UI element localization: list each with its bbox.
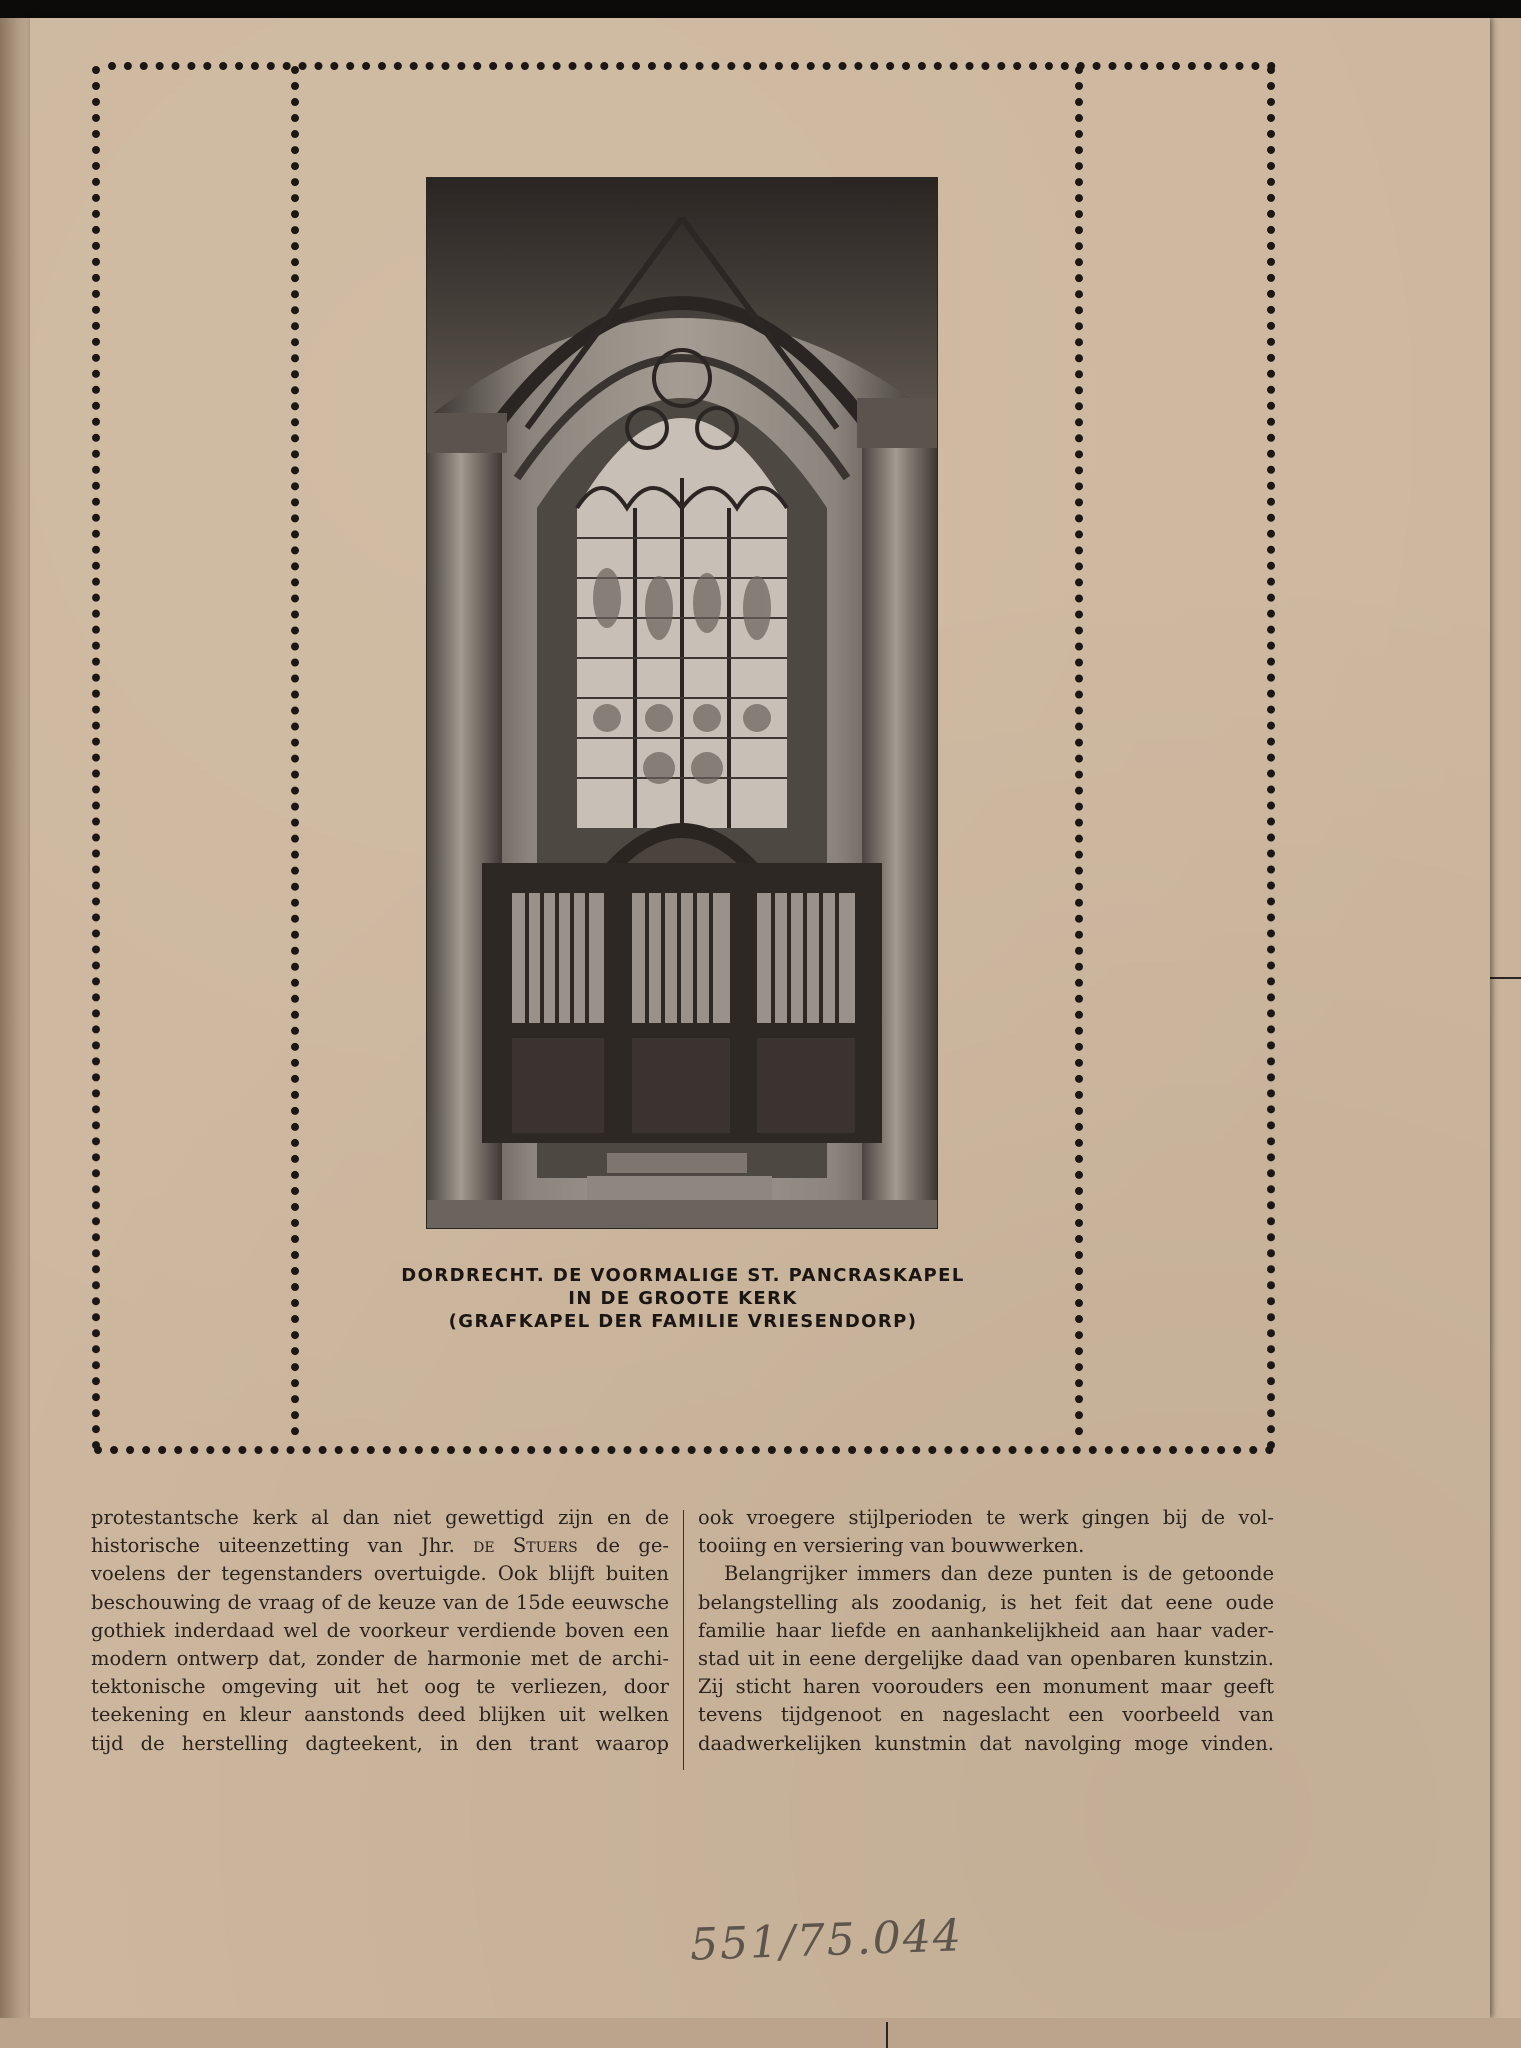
frame-top-border [108,62,1276,70]
frame-outer-right-border [1267,66,1275,1450]
text-line: modern ontwerp dat, zonder de harmonie met de archi- [91,1647,669,1671]
text-line: tevens tijdgenoot en nageslacht een voorbeeld van [698,1703,1274,1727]
text-line: Belangrijker immers dan deze punten is de getoonde [724,1562,1274,1586]
author-name: de Stuers [473,1534,578,1558]
frame-inner-right-border [1075,66,1083,1436]
chapel-photo-illustration [427,178,937,1228]
text-line: teekening en kleur aanstonds deed blijken uit welken [91,1703,669,1727]
adjacent-page-edge [0,18,32,2030]
text-line: voelens der tegenstanders overtuigde. Ook blijft buiten [91,1562,669,1586]
text-line: daadwerkelijken kunstmin dat navolging moge vinden. [698,1731,1274,1755]
right-page-edge [1490,18,1521,2048]
text-line: belangstelling als zoodanig, is het feit dat eene oude [698,1590,1274,1614]
text-line: Zij sticht haren voorouders een monument maar geeft [698,1675,1274,1699]
text-line: stad uit in eene dergelijke daad van openbaren kunstzin. [698,1647,1274,1671]
frame-bottom-border [94,1446,1274,1454]
bottom-edge [0,2018,1521,2048]
text-line: tektonische omgeving uit het oog te verliezen, door [91,1675,669,1699]
text-line: beschouwing de vraag of de keuze van de 15de eeuwsche [91,1590,669,1614]
frame-inner-left-border [291,66,299,1436]
right-edge-mark [1490,977,1521,979]
column-divider [683,1510,684,1770]
top-dark-band [0,0,1521,18]
text-line: tooiing en versiering van bouwwerken. [698,1534,1085,1558]
caption-line-3: (GRAFKAPEL DER FAMILIE VRIESENDORP) [448,1311,918,1332]
chapel-photograph [427,178,937,1228]
text-line: protestantsche kerk al dan niet gewettigd zijn en de [91,1506,669,1529]
text-line: gothiek inderdaad wel de voorkeur verdiende boven een [91,1618,669,1642]
text-line: ook vroegere stijlperioden te werk gingen bij de vol- [698,1506,1274,1529]
text-line: historische uiteenzetting van Jhr. de Stuers de ge- [91,1534,669,1558]
text-line: tijd de herstelling dagteekent, in den trant waarop [91,1731,669,1755]
caption-line-1: DORDRECHT. DE VOORMALIGE ST. PANCRASKAPEL [401,1265,965,1286]
handwritten-catalog-number: 551/75.044 [689,1910,964,1971]
bottom-edge-mark [886,2022,888,2048]
text-line: familie haar liefde en aanhankelijkheid aan haar vader- [698,1618,1274,1642]
left-text-column [91,1504,669,1758]
right-text-column [698,1504,1274,1758]
caption-line-2: IN DE GROOTE KERK [568,1288,798,1309]
frame-outer-left-border [92,66,100,1450]
photo-caption [330,1264,1036,1333]
